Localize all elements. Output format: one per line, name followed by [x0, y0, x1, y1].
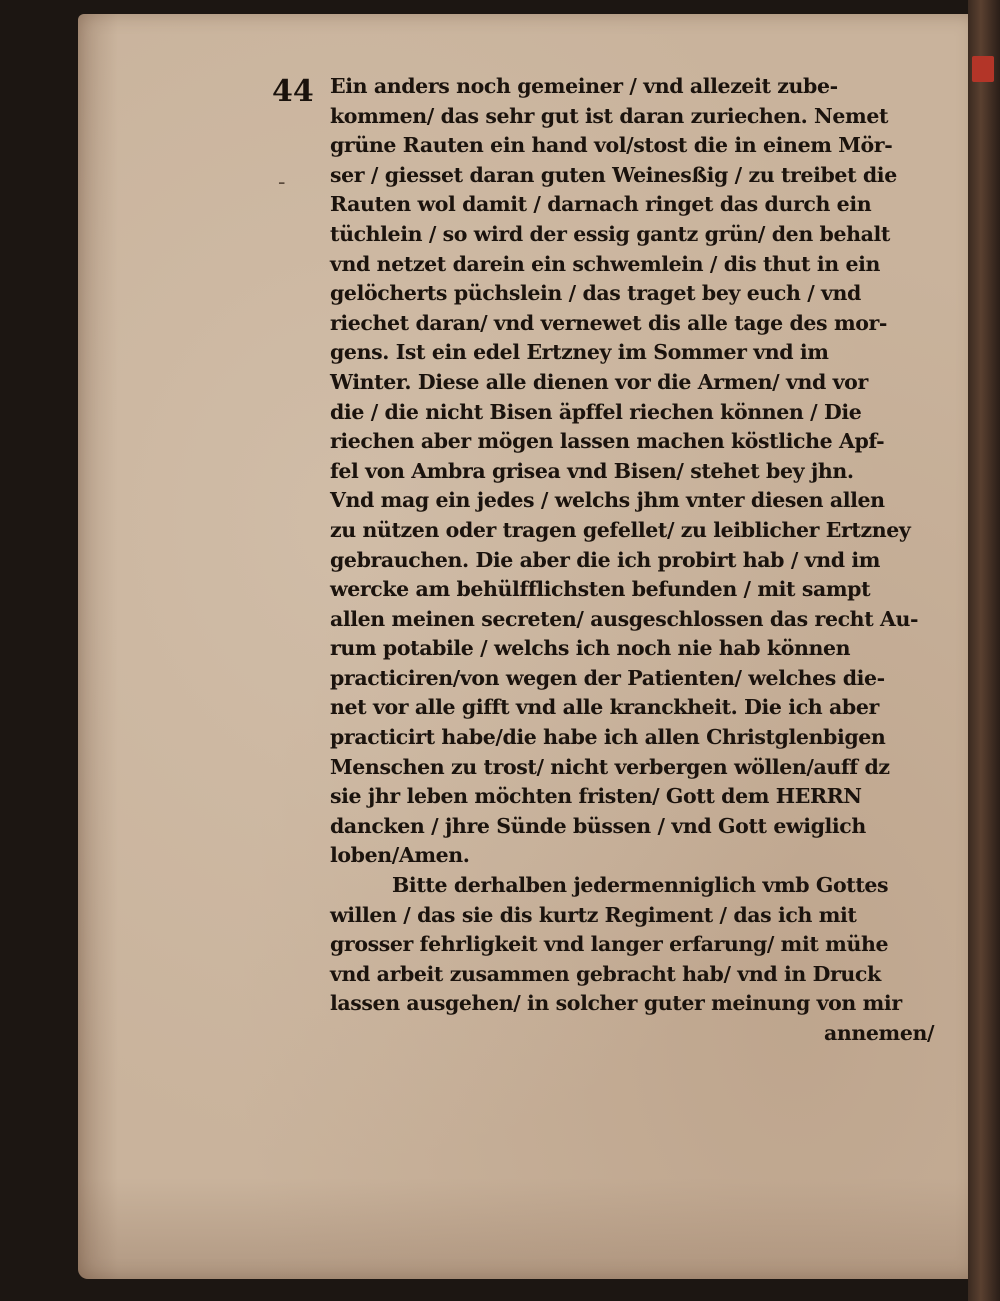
text-line: gens. Ist ein edel Ertzney im Sommer vnd im [330, 340, 829, 365]
text-line: practicirt habe/die habe ich allen Christglenbigen [330, 725, 886, 750]
text-line: willen / das sie dis kurtz Regiment / das ich mit [330, 902, 857, 927]
text-line: riechet daran/ vnd vernewet dis alle tage des mor- [330, 310, 888, 335]
text-line: vnd netzet darein ein schwemlein / dis thut in ein [330, 251, 880, 276]
text-line: Menschen zu trost/ nicht verbergen wöllen/auff dz [330, 754, 890, 779]
text-line: tüchlein / so wird der essig gantz grün/ den behalt [330, 221, 890, 246]
text-line: fel von Ambra grisea vnd Bisen/ stehet bey jhn. [330, 458, 854, 483]
text-line: ser / giesset daran guten Weinesßig / zu treibet die [330, 162, 897, 187]
text-line: gelöcherts püchslein / das traget bey euch / vnd [330, 281, 861, 306]
page-number: 44 [272, 74, 314, 109]
text-line: sie jhr leben möchten fristen/ Gott dem HERRN [330, 784, 862, 809]
page-text [330, 72, 970, 1049]
text-line: loben/Amen. [330, 843, 470, 868]
text-line: gebrauchen. Die aber die ich probirt hab / vnd im [330, 547, 881, 572]
text-line: wercke am behülfflichsten befunden / mit sampt [330, 577, 871, 602]
text-line: lassen ausgehen/ in solcher guter meinung von mir [330, 991, 902, 1016]
text-line: rum potabile / welchs ich noch nie hab können [330, 636, 851, 661]
text-line: riechen aber mögen lassen machen köstliche Apf- [330, 429, 885, 454]
text-line: grüne Rauten ein hand vol/stost die in einem Mör- [330, 133, 893, 158]
text-line: Bitte derhalben jedermenniglich vmb Gottes [392, 873, 889, 898]
text-line: kommen/ das sehr gut ist daran zuriechen. Nemet [330, 103, 889, 128]
text-line: net vor alle gifft vnd alle kranckheit. Die ich aber [330, 695, 879, 720]
margin-mark: - [278, 170, 286, 195]
text-line: Rauten wol damit / darnach ringet das durch ein [330, 192, 872, 217]
book-edge [968, 0, 1000, 1301]
text-line: vnd arbeit zusammen gebracht hab/ vnd in Druck [330, 961, 881, 986]
text-line: Vnd mag ein jedes / welchs jhm vnter diesen allen [330, 488, 885, 513]
text-line: Winter. Diese alle dienen vor die Armen/ vnd vor [330, 369, 868, 394]
text-line: grosser fehrligkeit vnd langer erfarung/ mit mühe [330, 932, 889, 957]
text-line: zu nützen oder tragen gefellet/ zu leiblicher Ertzney [330, 517, 911, 542]
text-line: die / die nicht Bisen äpffel riechen können / Die [330, 399, 862, 424]
catchword: annemen/ [824, 1021, 935, 1045]
text-line: allen meinen secreten/ ausgeschlossen das recht Au- [330, 606, 919, 631]
text-line: practiciren/von wegen der Patienten/ welches die- [330, 665, 885, 690]
bookmark-tab [972, 56, 994, 82]
text-line: dancken / jhre Sünde büssen / vnd Gott ewiglich [330, 813, 866, 838]
text-line: Ein anders noch gemeiner / vnd allezeit zube- [330, 74, 838, 98]
